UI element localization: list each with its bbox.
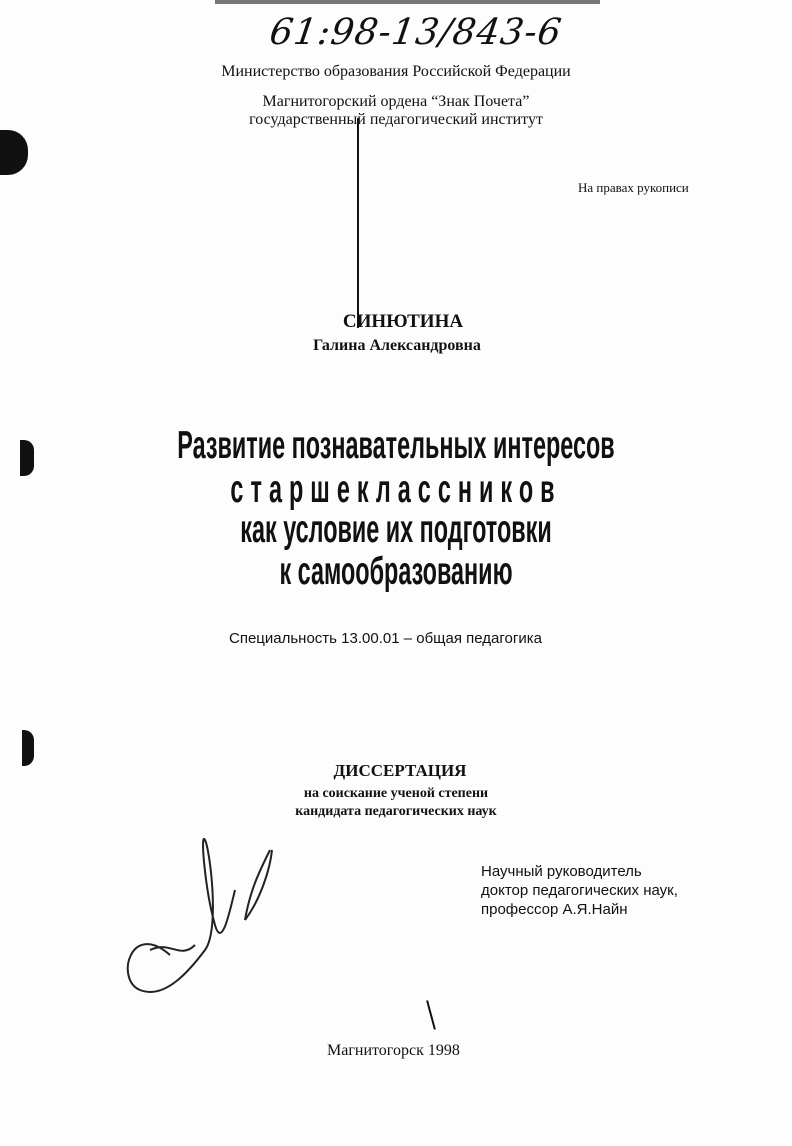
title-line-3: как условие их подготовки bbox=[240, 508, 552, 551]
author-name: Галина Александровна bbox=[313, 337, 481, 354]
scan-top-bar bbox=[215, 0, 600, 4]
dissertation-line-2: кандидата педагогических наук bbox=[295, 804, 497, 819]
handwritten-signature bbox=[110, 830, 290, 1010]
supervisor-line-1: Научный руководитель bbox=[481, 863, 642, 880]
scan-edge-mark bbox=[0, 130, 28, 175]
scan-edge-mark bbox=[20, 440, 34, 476]
supervisor-line-3: профессор А.Я.Найн bbox=[481, 901, 628, 918]
dissertation-heading: ДИССЕРТАЦИЯ bbox=[333, 761, 467, 780]
institute-line-2: государственный педагогический институт bbox=[249, 111, 543, 128]
title-line-4: к самообразованию bbox=[279, 550, 513, 593]
supervisor-line-2: доктор педагогических наук, bbox=[481, 882, 678, 899]
institute-line-1: Магнитогорский ордена “Знак Почета” bbox=[262, 93, 530, 110]
rights-note: На правах рукописи bbox=[578, 180, 689, 195]
dissertation-line-1: на соискание ученой степени bbox=[303, 786, 489, 801]
title-line-2: старшеклассников bbox=[230, 468, 562, 511]
title-line-1: Развитие познавательных интересов bbox=[177, 424, 615, 467]
scan-vertical-line bbox=[357, 118, 359, 328]
footer-city-year: Магнитогорск 1998 bbox=[327, 1042, 460, 1059]
author-surname: СИНЮТИНА bbox=[342, 311, 464, 332]
ministry: Министерство образования Российской Федерации bbox=[221, 63, 571, 80]
specialty: Специальность 13.00.01 – общая педагогика bbox=[229, 630, 542, 647]
catalog-number: 61:98-13/843-6 bbox=[267, 12, 565, 53]
scan-stroke bbox=[426, 1000, 436, 1029]
